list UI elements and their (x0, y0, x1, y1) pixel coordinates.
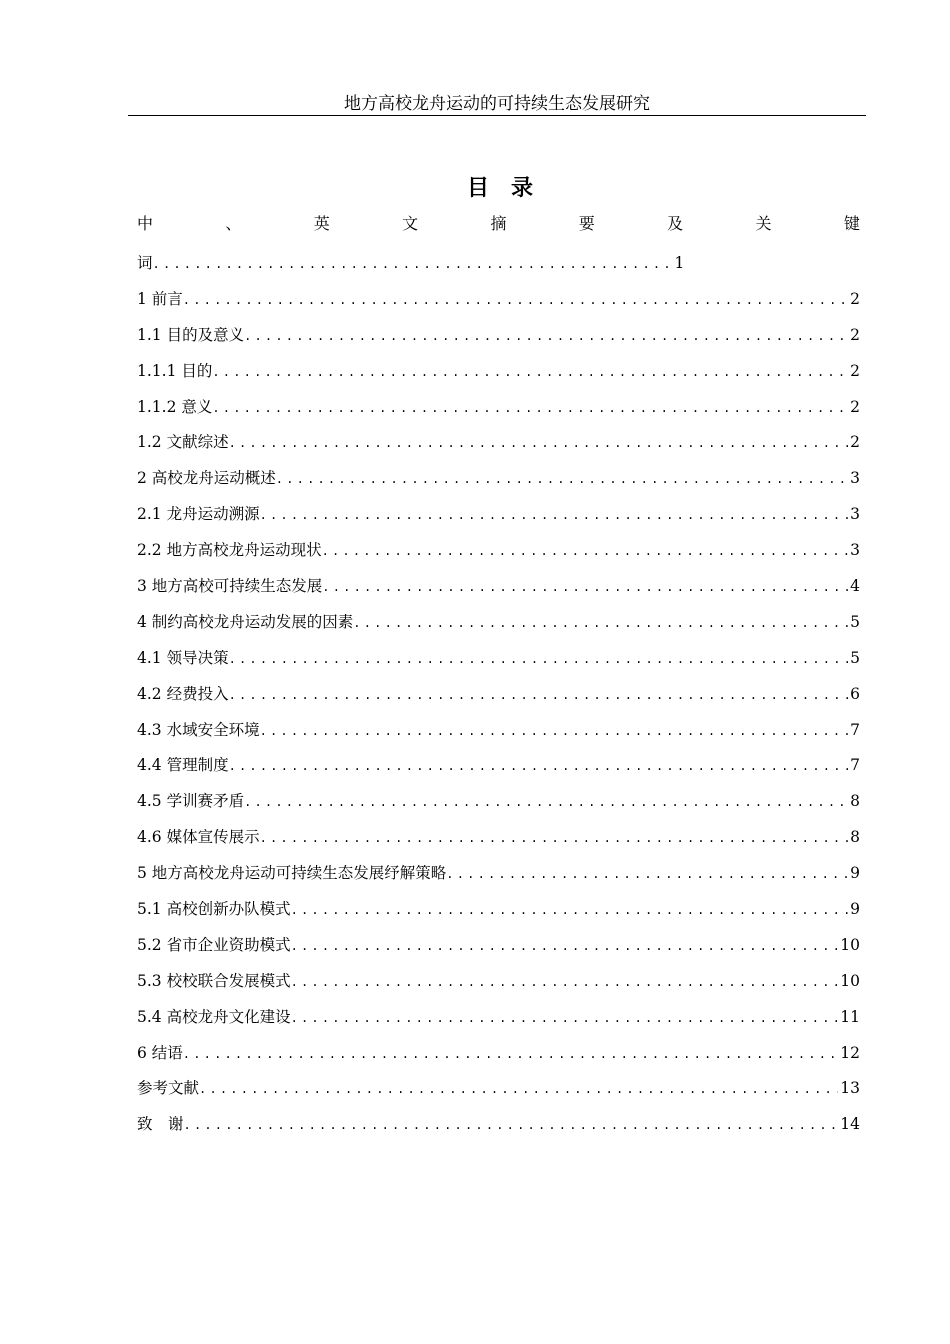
toc-abstract-char: 、 (225, 214, 242, 233)
toc-entry[interactable] (137, 287, 860, 323)
toc-abstract-char: 英 (313, 214, 330, 233)
toc-entry-page: 11 (840, 1007, 860, 1026)
toc-entry[interactable] (137, 502, 860, 538)
toc-leader-dots (291, 1006, 839, 1030)
toc-entry-page: 4 (850, 577, 860, 596)
toc-entry[interactable] (137, 753, 860, 789)
toc-abstract-char: 文 (402, 214, 419, 233)
toc-leader-dots (322, 539, 849, 563)
toc-entry-page: 8 (850, 828, 860, 847)
toc-leader-dots (183, 288, 848, 312)
toc-entry-page: 5 (850, 612, 860, 631)
toc-entry[interactable] (137, 251, 860, 287)
header-divider (128, 115, 866, 116)
toc-entry[interactable] (137, 574, 860, 610)
toc-entry-page: 2 (850, 397, 860, 416)
toc-entry[interactable] (137, 718, 860, 754)
toc-abstract-char: 及 (667, 214, 684, 233)
toc-entry-label: 4.1 领导决策 (137, 648, 229, 667)
toc-entry-page: 7 (850, 720, 860, 739)
toc-entry-page: 3 (850, 505, 860, 524)
toc-entry-page: 9 (850, 864, 860, 883)
toc-leader-dots (184, 1113, 839, 1137)
toc-entry-page: 14 (840, 1115, 860, 1134)
toc-entry[interactable] (137, 789, 860, 825)
toc-heading: 目 录 (466, 175, 533, 201)
toc-entry-label: 1.1.2 意义 (137, 397, 213, 416)
toc-entry-label: 1 前言 (137, 289, 183, 308)
toc-leader-dots (229, 683, 849, 707)
toc-entry-label: 1.2 文献综述 (137, 433, 229, 452)
toc-entry[interactable] (137, 933, 860, 969)
toc-entry-label: 2 高校龙舟运动概述 (137, 469, 276, 488)
toc-entry-label: 词 (137, 254, 153, 272)
toc-leader-dots (291, 970, 839, 994)
toc-leader-dots (199, 1077, 838, 1101)
toc-entry[interactable] (137, 430, 860, 466)
toc-entry[interactable] (137, 825, 860, 861)
toc-entry-page: 9 (850, 900, 860, 919)
running-header-title: 地方高校龙舟运动的可持续生态发展研究 (344, 94, 650, 114)
toc-entry-label: 2.2 地方高校龙舟运动现状 (137, 541, 322, 560)
toc-entry-label: 2.1 龙舟运动溯源 (137, 505, 260, 524)
toc-entry-page: 7 (850, 756, 860, 775)
toc-entry[interactable] (137, 646, 860, 682)
toc-entry-label: 5.2 省市企业资助模式 (137, 935, 291, 954)
toc-entry[interactable] (137, 1005, 860, 1041)
toc-entry-label: 4.5 学训赛矛盾 (137, 792, 245, 811)
toc-leader-dots (291, 934, 839, 958)
toc-abstract-char: 摘 (490, 214, 507, 233)
toc-entry[interactable] (137, 1112, 860, 1148)
toc-entry-page: 5 (850, 648, 860, 667)
toc-leader-dots (229, 431, 849, 455)
toc-entry[interactable] (137, 610, 860, 646)
toc-leader-dots (291, 898, 849, 922)
toc-leader-dots (244, 324, 848, 348)
toc-leader-dots (212, 396, 848, 420)
toc-leader-dots (353, 611, 848, 635)
toc-entry[interactable] (137, 395, 860, 431)
toc-leader-dots (260, 719, 849, 743)
toc-entry-page: 2 (850, 433, 860, 452)
toc-entry-page: 3 (850, 469, 860, 488)
toc-entry[interactable] (137, 861, 860, 897)
toc-entry-page: 3 (850, 541, 860, 560)
toc-leader-dots (229, 647, 849, 671)
toc-abstract-char: 键 (843, 214, 860, 233)
toc-entry-page: 8 (850, 792, 860, 811)
toc-entry-label: 4.4 管理制度 (137, 756, 229, 775)
toc-entry-label: 6 结语 (137, 1043, 183, 1062)
toc-entry-label: 4 制约高校龙舟运动发展的因素 (137, 612, 354, 631)
toc-entry-page: 6 (850, 684, 860, 703)
toc-leader-dots (229, 754, 849, 778)
toc-entry-label: 1.1.1 目的 (137, 361, 213, 380)
toc-leader-dots (153, 252, 673, 276)
toc-entry[interactable] (137, 1041, 860, 1077)
toc-entry-page: 2 (850, 289, 860, 308)
toc-abstract-char: 中 (137, 214, 154, 233)
toc-heading-container (400, 173, 600, 203)
toc-leader-dots (260, 826, 849, 850)
toc-entry-label: 1.1 目的及意义 (137, 325, 245, 344)
toc-entry-label: 4.2 经费投入 (137, 684, 229, 703)
toc-abstract-char: 要 (578, 214, 595, 233)
toc-entry[interactable] (137, 538, 860, 574)
toc-leader-dots (276, 467, 848, 491)
toc-entry-label: 5.1 高校创新办队模式 (137, 900, 291, 919)
toc-entry[interactable] (137, 359, 860, 395)
toc-entry[interactable] (137, 897, 860, 933)
toc-abstract-char: 关 (755, 214, 772, 233)
toc-entry-page: 10 (840, 935, 860, 954)
toc-leader-dots (446, 862, 848, 886)
toc-entry-label: 4.6 媒体宣传展示 (137, 828, 260, 847)
toc-entry[interactable] (137, 1076, 860, 1112)
toc-entry-label: 5.4 高校龙舟文化建设 (137, 1007, 291, 1026)
toc-entry-page: 12 (840, 1043, 860, 1062)
toc-entry-label: 4.3 水域安全环境 (137, 720, 260, 739)
toc-entry[interactable] (137, 969, 860, 1005)
toc-entry-page: 2 (850, 325, 860, 344)
toc-entry[interactable] (137, 682, 860, 718)
toc-leader-dots (322, 575, 848, 599)
toc-list (137, 251, 860, 1148)
toc-entry-label: 5 地方高校龙舟运动可持续生态发展纾解策略 (137, 864, 447, 883)
toc-entry[interactable] (137, 323, 860, 359)
toc-leader-dots (212, 360, 848, 384)
toc-entry-label: 参考文献 (137, 1079, 200, 1098)
toc-entry-label: 3 地方高校可持续生态发展 (137, 577, 323, 596)
toc-entry[interactable] (137, 466, 860, 502)
toc-leader-dots (260, 503, 849, 527)
toc-entry-page: 13 (840, 1079, 860, 1098)
toc-entry-page: 10 (840, 971, 860, 990)
toc-entry-page: 1 (674, 254, 685, 272)
toc-leader-dots (183, 1042, 838, 1066)
toc-entry-label: 5.3 校校联合发展模式 (137, 971, 291, 990)
toc-leader-dots (244, 790, 848, 814)
toc-abstract-line[interactable] (137, 212, 860, 236)
toc-entry-page: 2 (850, 361, 860, 380)
toc-entry-label: 致 谢 (137, 1115, 184, 1134)
